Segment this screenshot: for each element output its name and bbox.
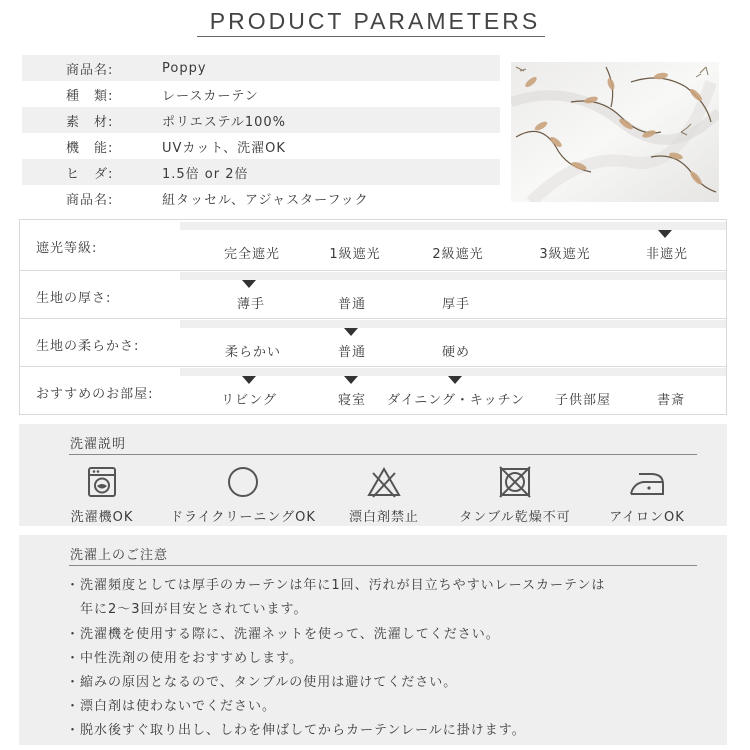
wash-item-iron (572, 464, 722, 525)
notes-divider (69, 565, 697, 566)
selected-marker (658, 230, 672, 238)
note-line: ・洗濯頻度としては厚手のカーテンは年に1回、汚れが目立ちやすいレースカーテンは (66, 578, 606, 593)
param-row-light-blocking (20, 220, 726, 268)
iron-icon (572, 464, 722, 500)
param-label: 遮光等級: (36, 241, 98, 256)
param-option: 書斎 (656, 393, 686, 408)
washing-machine-icon (27, 464, 177, 500)
no-tumble-dry-icon (440, 464, 590, 500)
param-option: 非遮光 (645, 247, 689, 262)
wash-title: 洗濯説明 (70, 437, 127, 452)
wash-label: ドライクリーニングOK (170, 510, 316, 525)
wash-label: 漂白剤禁止 (348, 510, 419, 525)
selected-marker (242, 280, 256, 288)
spec-row-function (22, 133, 500, 159)
wash-label: アイロンOK (609, 510, 685, 525)
spec-row-type (22, 81, 500, 107)
note-line: 年に2～3回が目安とされています。 (66, 602, 308, 617)
param-option: 寝室 (337, 393, 367, 408)
spec-value: 1.5倍 or 2倍 (162, 166, 249, 182)
spec-value: レースカーテン (162, 88, 259, 104)
wash-divider (69, 454, 697, 455)
wash-label: 洗濯機OK (70, 510, 134, 525)
spec-row-material (22, 107, 500, 133)
param-row-softness (20, 318, 726, 366)
param-stripe (180, 320, 726, 328)
notes-title: 洗濯上のご注意 (70, 548, 169, 563)
param-option: ダイニング・キッチン (386, 393, 526, 408)
param-option: 1級遮光 (329, 247, 381, 262)
title-underline (197, 36, 545, 37)
param-option: 厚手 (441, 297, 471, 312)
param-stripe (180, 368, 726, 376)
spec-row-accessories (22, 185, 500, 211)
param-option: 子供部屋 (554, 393, 612, 408)
param-stripe (180, 222, 726, 230)
parameter-table (19, 219, 727, 415)
wash-item-dry-clean (168, 464, 318, 525)
selected-marker (344, 328, 358, 336)
selected-marker (242, 376, 256, 384)
selected-marker (448, 376, 462, 384)
selected-marker (344, 376, 358, 384)
no-bleach-icon (309, 464, 459, 500)
washing-instructions (19, 424, 727, 526)
spec-value: 紐タッセル、アジャスターフック (162, 192, 369, 208)
spec-row-pleat (22, 159, 500, 185)
param-option: 薄手 (236, 297, 266, 312)
note-line: ・中性洗剤の使用をおすすめします。 (66, 651, 304, 666)
wash-item-no-tumble (440, 464, 590, 525)
spec-value: ポリエステル100% (162, 114, 286, 130)
spec-list (22, 55, 500, 211)
param-option: 普通 (337, 345, 367, 360)
wash-label: タンブル乾燥不可 (459, 510, 571, 525)
spec-label: 商品名: (66, 62, 114, 78)
param-option: 柔らかい (224, 345, 282, 360)
param-option: 2級遮光 (432, 247, 484, 262)
page-title: PRODUCT PARAMETERS (209, 8, 541, 34)
dry-cleaning-icon (168, 464, 318, 500)
param-row-recommended-room (20, 366, 726, 414)
spec-label: 機 能: (66, 140, 114, 156)
param-option: 3級遮光 (539, 247, 591, 262)
param-stripe (180, 272, 726, 280)
washing-notes (19, 535, 727, 745)
param-option: 完全遮光 (223, 247, 281, 262)
note-line: ・漂白剤は使わないでください。 (66, 699, 277, 714)
spec-value: UVカット、洗濯OK (162, 140, 286, 156)
param-label: 生地の柔らかさ: (36, 339, 140, 354)
spec-label: 種 類: (66, 88, 114, 104)
note-line: ・縮みの原因となるので、タンブルの使用は避けてください。 (66, 675, 458, 690)
param-option: リビング (221, 393, 277, 408)
spec-label: 商品名: (66, 192, 114, 208)
param-label: おすすめのお部屋: (36, 387, 154, 402)
spec-value: Poppy (162, 60, 207, 76)
spec-label: ヒ ダ: (66, 166, 114, 182)
param-option: 普通 (337, 297, 367, 312)
spec-row-product-name (22, 55, 500, 81)
wash-item-no-bleach (309, 464, 459, 525)
param-label: 生地の厚さ: (36, 291, 112, 306)
product-photo (511, 62, 719, 202)
note-line: ・脱水後すぐ取り出し、しわを伸ばしてからカーテンレールに掛けます。 (66, 723, 526, 738)
note-line: ・洗濯機を使用する際に、洗濯ネットを使って、洗濯してください。 (66, 627, 500, 642)
wash-item-machine (27, 464, 177, 525)
param-row-thickness (20, 270, 726, 318)
param-option: 硬め (441, 345, 471, 360)
spec-label: 素 材: (66, 114, 114, 130)
